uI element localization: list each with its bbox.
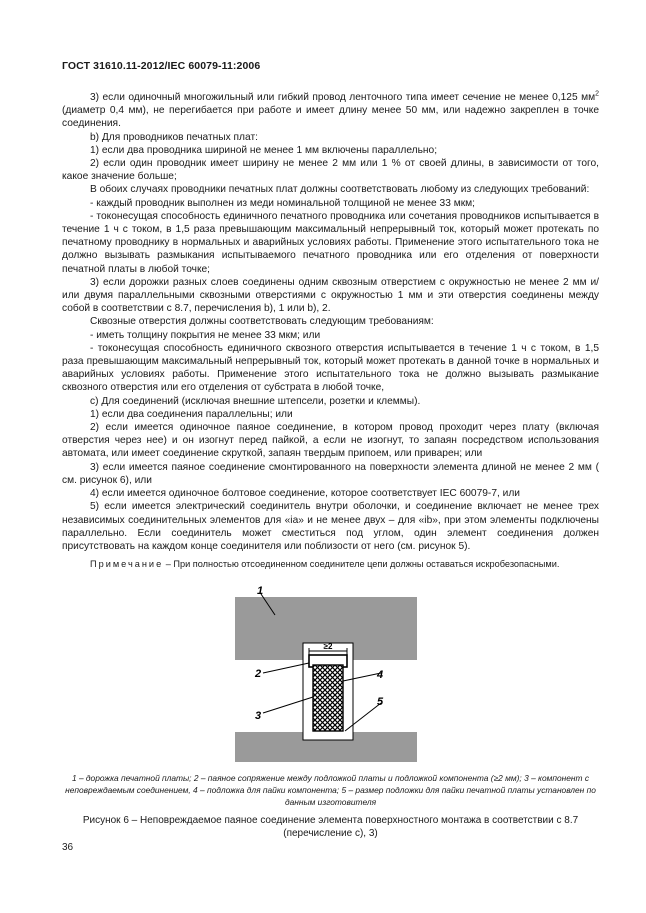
solder-joint-diagram bbox=[225, 585, 425, 770]
figure-6 bbox=[225, 585, 425, 775]
figure-label-2: 2 bbox=[255, 668, 262, 680]
paragraph-text: 3) если одиночный многожильный или гибкий провод ленточного типа имеет сечение не менее 0,125 мм bbox=[90, 92, 596, 103]
note bbox=[62, 558, 599, 571]
body-text bbox=[62, 91, 599, 571]
note-label: Примечание bbox=[90, 559, 164, 570]
figure-caption: 1 – дорожка печатной платы; 2 – паяное сопряжение между подложкой платы и подложкой компонента (≥2 мм); 3 – компонент с неповреждаемым соединением, 4 – подложка для пайки компонента; 5 – размер подложки для пайки печатной платы установлен по данным изготовителя bbox=[65, 773, 596, 807]
component-body bbox=[313, 665, 343, 731]
figure-label-4: 4 bbox=[377, 669, 384, 681]
paragraph: - каждый проводник выполнен из меди номинальной толщиной не менее 33 мкм; bbox=[90, 197, 475, 209]
paragraph bbox=[62, 91, 599, 131]
paragraph: 1) если два проводника шириной не менее 1 мм включены параллельно; bbox=[90, 144, 438, 156]
paragraph: 3) если имеется паяное соединение смонтированного на поверхности элемента длиной не менее 2 мм ( см. рисунок 6), или bbox=[62, 461, 599, 486]
paragraph: 5) если имеется электрический соединитель внутри оболочки, и соединение включает не менее трех независимых соединительных элементов для «ia» и не менее двух – для «ib», при этом элементы подключены параллельно. Если соединитель может сместиться под углом, один элемент соединения должен присутствовать на каждом конце соединителя или поблизости от него (см. рисунок 5). bbox=[62, 501, 599, 552]
paragraph: - иметь толщину покрытия не менее 33 мкм; или bbox=[90, 329, 321, 341]
paragraph: - токонесущая способность единичного сквозного отверстия испытывается в течение 1 ч с током, в 1,5 раза превышающим максимальный непрерывный ток, который может протекать в данной точке в нормальных и аварийных условиях работы. Применение этого испытательного тока не должно вызывать размыкание сквозного отверстия или его отделения от субстрата в любой точке, bbox=[62, 342, 599, 394]
paragraph: 2) если имеется одиночное паяное соединение, в котором провод проходит через плату (включая отверстия через нее) и он изогнут перед пайкой, а если не изогнут, то запаян посредством использования автомата, или имеет соединение скруткой, запаян твердым припоем, или приварен; или bbox=[62, 422, 599, 460]
paragraph: 1) если два соединения параллельны; или bbox=[90, 408, 293, 420]
paragraph: 3) если дорожки разных слоев соединены одним сквозным отверстием с окружностью не менее 2 мм и/или двумя параллельными сквозными отверстиями с окружностью 1 мм и эти отверстия соединены между собой в соответствии с 8.7, перечисления b), 1 или b), 2. bbox=[62, 276, 599, 315]
figure-title: Рисунок 6 – Неповреждаемое паяное соединение элемента поверхностного монтажа в соответствии с 8.7 (перечисление c), 3) bbox=[82, 815, 579, 839]
paragraph: - токонесущая способность единичного печатного проводника или сочетания проводников испытывается в течение 1 ч с током, в 1,5 раза превышающим максимальный непрерывный ток, который может протекать по печатному проводнику в нормальных и аварийных условиях работы. Применение этого испытательного тока не должно вызывать размыкания испытываемого печатного проводника или его отделения от поверхности печатной платы в любой точке; bbox=[62, 210, 599, 275]
figure-label-1: 1 bbox=[257, 585, 264, 597]
superscript: 2 bbox=[595, 90, 599, 98]
paragraph: Сквозные отверстия должны соответствовать следующим требованиям: bbox=[90, 316, 434, 328]
note-text: – При полностью отсоединенном соединителе цепи должны оставаться искробезопасными. bbox=[163, 559, 560, 570]
paragraph-text: (диаметр 0,4 мм), не перегибается при работе и имеет длину менее 50 мм, или надежно закреплен в точке соединения. bbox=[62, 105, 599, 130]
paragraph: с) Для соединений (исключая внешние штепсели, розетки и клеммы). bbox=[90, 395, 421, 407]
figure-label-3: 3 bbox=[255, 710, 262, 722]
paragraph: 2) если один проводник имеет ширину не менее 2 мм или 1 % от своей длины, в зависимости от того, какое значение больше; bbox=[62, 158, 599, 183]
document-header: ГОСТ 31610.11-2012/IEC 60079-11:2006 bbox=[62, 60, 261, 72]
page-number: 36 bbox=[62, 842, 74, 853]
paragraph: 4) если имеется одиночное болтовое соединение, которое соответствует IEC 60079-7, или bbox=[90, 488, 520, 500]
figure-label-5: 5 bbox=[377, 696, 384, 708]
paragraph: b) Для проводников печатных плат: bbox=[90, 131, 258, 143]
dimension-label: ≥2 bbox=[323, 642, 333, 651]
paragraph: В обоих случаях проводники печатных плат должны соответствовать любому из следующих требований: bbox=[90, 184, 590, 196]
